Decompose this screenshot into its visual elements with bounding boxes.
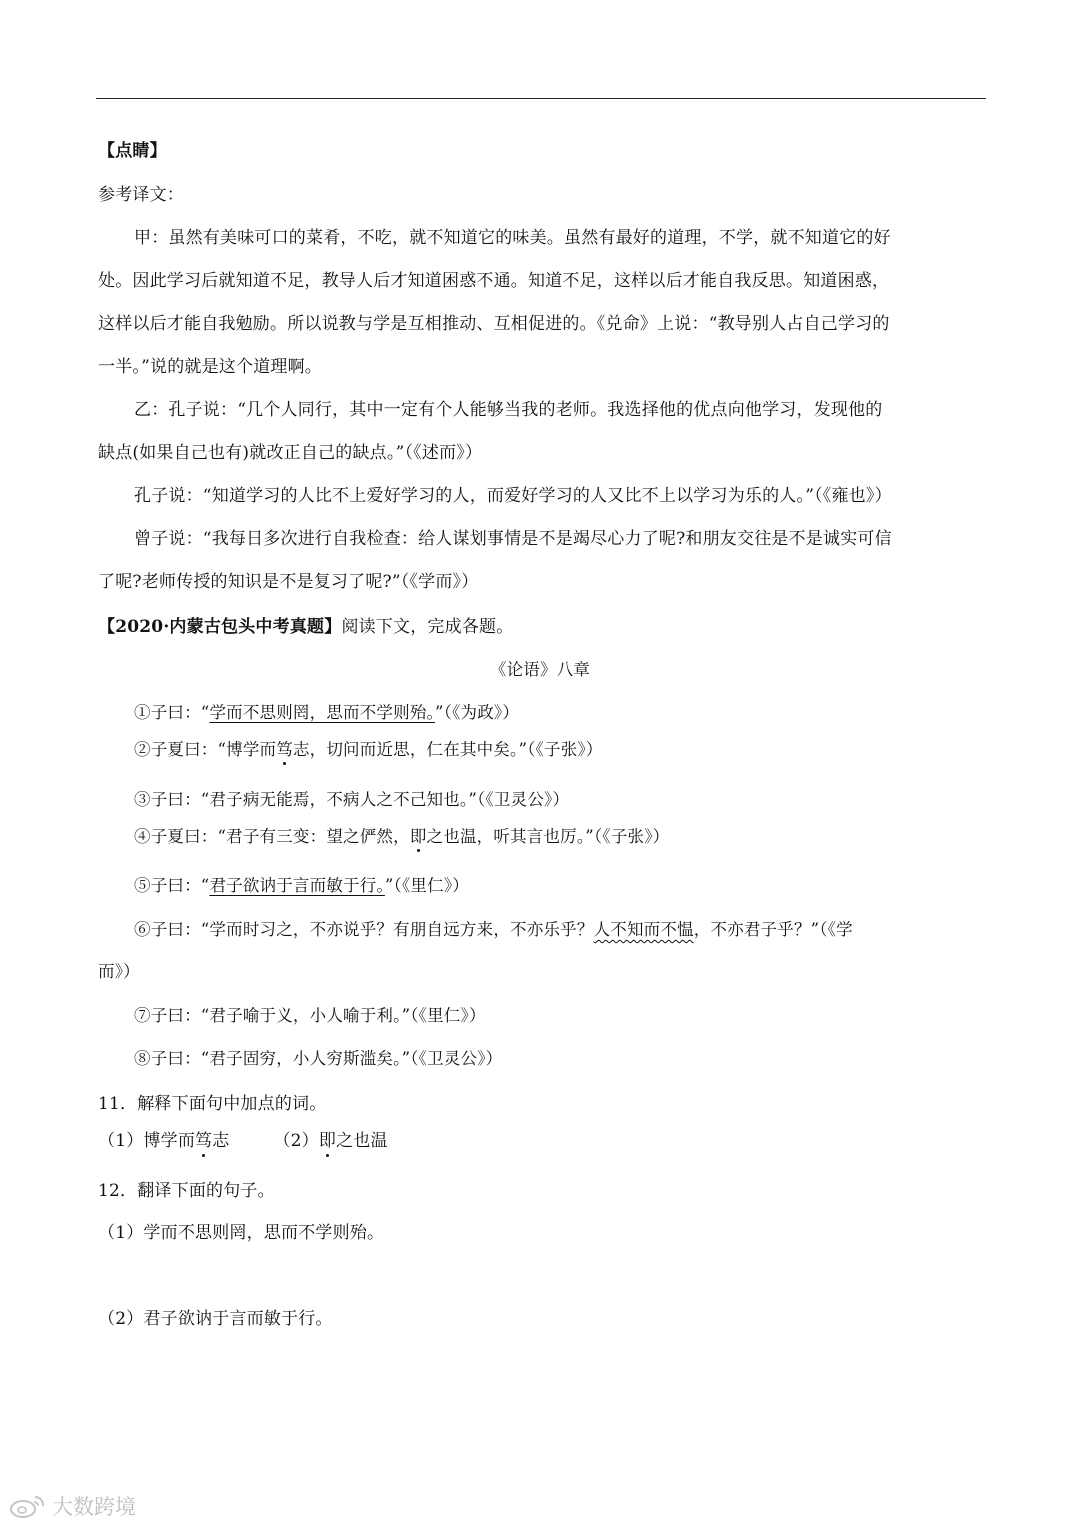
chapter-5-underlined: 君子欲讷于言而敏于行。 [209,876,385,895]
exam-heading [98,615,513,639]
chapter-7: ⑦子曰：“君子喻于义，小人喻于利。”（《里仁》） [134,1006,486,1025]
chapter-6-wavy-underlined: 人不知而不愠 [593,920,694,939]
exam-source-tag: 【2020·内蒙古包头中考真题】 [98,617,342,637]
chapter-3: ③子曰：“君子病无能焉，不病人之不己知也。”（《卫灵公》） [134,790,570,809]
chapter-6-pre: ⑥子曰：“学而时习之，不亦说乎？有朋自远方来，不亦乐乎？ [134,920,594,939]
passage-title: 《论语》八章 [489,660,591,679]
chapter-4-dotted-word: 即 [409,827,427,846]
chapter-1-underlined: 学而不思则罔，思而不学则殆。 [209,703,435,722]
jia-line-3: 这样以后才能自我勉励。所以说教与学是互相推动、互相促进的。《兑命》上说：“教导别人占自己学习的 [98,314,890,334]
zengzi-line-2: 了呢?老师传授的知识是不是复习了呢?”（《学而》） [98,572,479,592]
question-12-stem: 12．翻译下面的句子。 [98,1181,275,1201]
chapter-8: ⑧子曰：“君子固穷，小人穷斯滥矣。”（《卫灵公》） [134,1049,503,1068]
chapter-6-line-2: 而》） [98,962,140,981]
zengzi-line-1: 曾子说：“我每日多次进行自我检查：给人谋划事情是不是竭尽心力了呢?和朋友交往是不是诚实可信 [134,529,892,549]
chapter-5 [134,874,469,898]
chapter-2-pre: ②子夏曰：“博学而 [134,740,277,759]
q11-item-1-dotted-word: 笃 [195,1131,213,1151]
chapter-5-pre: ⑤子曰：“ [134,876,210,895]
question-11-items [98,1129,388,1153]
chapter-2-dotted-word: 笃 [276,740,293,759]
chapter-5-post: ”（《里仁》） [384,876,469,895]
chapter-1 [134,701,519,725]
yi-line-1: 乙：孔子说：“几个人同行，其中一定有个人能够当我的老师。我选择他的优点向他学习，发现他的 [134,400,883,420]
chapter-1-pre: ①子曰：“ [134,703,210,722]
chapter-4 [134,825,669,849]
question-12-item-1: （1）学而不思则罔，思而不学则殆。 [98,1223,385,1243]
chapter-2 [134,738,603,762]
watermark-text: 大数跨境 [52,1495,136,1519]
dianjing-label: 【点睛】 [98,141,167,161]
q11-item-2-dotted-word: 即 [318,1131,337,1151]
chapter-4-pre: ④子夏曰：“君子有三变：望之俨然， [134,827,410,846]
q11-item-1-post: 志 [212,1131,230,1151]
chapter-1-post: ”（《为政》） [435,703,520,722]
chapter-6-post: ，不亦君子乎？”（《学 [693,920,853,939]
header-rule [96,98,986,99]
q11-item-1-pre: （1）博学而 [98,1131,196,1151]
exam-instruction: 阅读下文，完成各题。 [341,617,514,637]
chapter-6 [134,918,853,942]
yi-line-2: 缺点(如果自己也有)就改正自己的缺点。”（《述而》） [98,443,483,463]
jia-line-4: 一半。”说的就是这个道理啊。 [98,357,322,377]
question-11-stem: 11．解释下面句中加点的词。 [98,1094,327,1114]
q11-item-2-post: 之也温 [336,1131,388,1151]
chapter-4-post: 之也温，听其言也厉。”（《子张》） [426,827,670,846]
jia-line-2: 处。因此学习后就知道不足，教导人后才知道困惑不通。知道不足，这样以后才能自我反思。知道困惑， [98,271,890,291]
jia-line-1: 甲：虽然有美味可口的菜肴，不吃，就不知道它的味美。虽然有最好的道理，不学，就不知道它的好 [134,228,891,248]
kongzi-line: 孔子说：“知道学习的人比不上爱好学习的人，而爱好学习的人又比不上以学习为乐的人。”（《雍也》） [134,486,892,506]
reference-translation-label: 参考译文： [98,185,184,205]
question-12-item-2: （2）君子欲讷于言而敏于行。 [98,1309,333,1329]
q11-item-2-pre: （2） [273,1131,319,1151]
chapter-2-post: 志，切问而近思，仁在其中矣。”（《子张》） [292,740,603,759]
weibo-logo-icon [8,1493,48,1519]
watermark [8,1491,136,1521]
